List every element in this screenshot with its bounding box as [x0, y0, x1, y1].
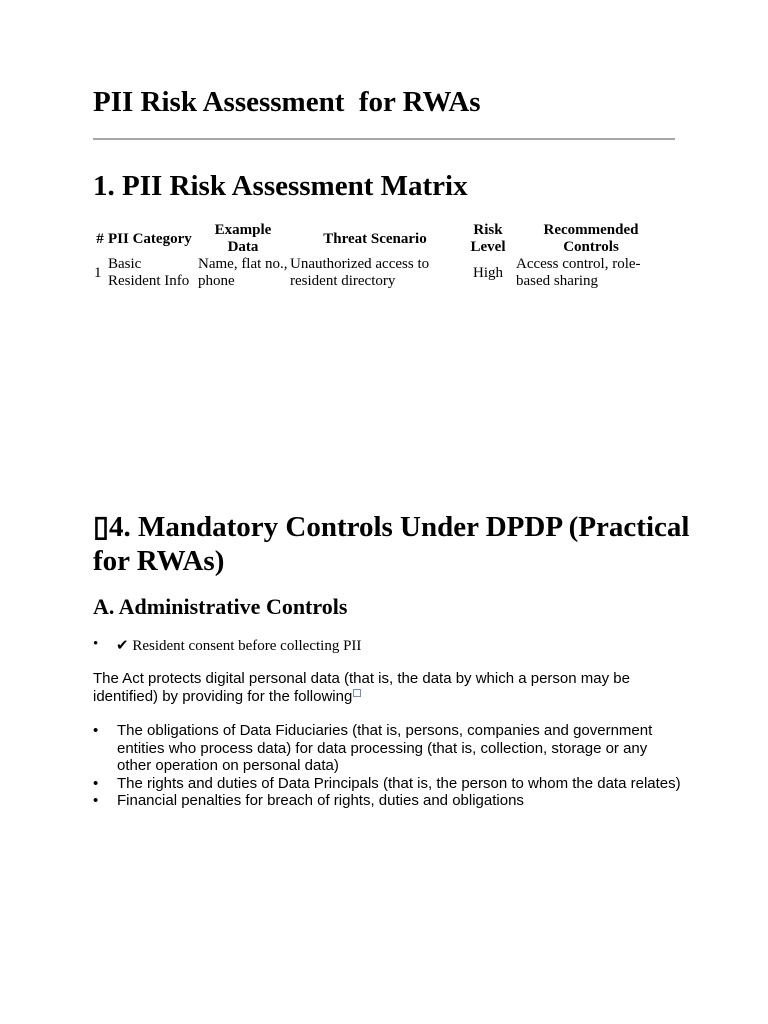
list-item — [93, 722, 683, 775]
list-item-text: ✔ Resident consent before collecting PII — [116, 638, 362, 654]
header-example-data: Example Data — [214, 222, 272, 255]
list-item — [93, 792, 683, 810]
cell-recommended-controls: Access control, role-based sharing — [516, 256, 641, 289]
matrix-heading: 1. PII Risk Assessment Matrix — [93, 170, 468, 202]
header-risk-level: Risk Level — [470, 222, 506, 255]
risk-matrix-table — [93, 222, 667, 290]
list-item-text: The obligations of Data Fiduciaries (that is, persons, companies and government entities who process data) for data processing (that is, collection, storage or any other operation on personal data) — [117, 722, 653, 774]
list-item — [93, 636, 361, 655]
act-paragraph — [93, 670, 683, 705]
title-divider — [93, 138, 675, 140]
bullet-icon: • — [93, 636, 99, 652]
bullet-icon: • — [93, 792, 99, 809]
page-title: PII Risk Assessment for RWAs — [93, 86, 481, 118]
header-recommended-controls: Recommended Controls — [543, 222, 639, 255]
cell-risk-level: High — [473, 264, 503, 281]
cell-threat-scenario: Unauthorized access to resident directory — [290, 256, 430, 289]
header-number: # — [96, 230, 104, 247]
missing-glyph-icon: ▯ — [93, 511, 109, 543]
bullet-icon: • — [93, 774, 99, 792]
act-paragraph-text: The Act protects digital personal data (that is, the data by which a person may be identified) by providing for the following — [93, 670, 630, 705]
list-item — [93, 775, 683, 793]
administrative-controls-list — [93, 636, 361, 655]
administrative-controls-heading: A. Administrative Controls — [93, 594, 348, 619]
list-item-text: Financial penalties for breach of rights, duties and obligations — [117, 792, 524, 809]
table-header-row — [93, 222, 667, 256]
cell-pii-category: Basic Resident Info — [108, 256, 190, 289]
controls-heading — [93, 510, 693, 578]
header-threat-scenario: Threat Scenario — [323, 230, 427, 247]
controls-heading-text: 4. Mandatory Controls Under DPDP (Practical for RWAs) — [93, 511, 690, 577]
bullet-icon: • — [93, 722, 99, 739]
footnote-link-icon[interactable] — [353, 689, 361, 697]
list-item-text: The rights and duties of Data Principals (that is, the person to whom the data relates) — [117, 774, 681, 792]
table-row — [93, 256, 667, 290]
act-provisions-list — [93, 722, 683, 810]
header-pii-category: PII Category — [108, 230, 192, 247]
cell-example-data: Name, flat no., phone — [198, 256, 288, 289]
cell-number: 1 — [94, 264, 102, 281]
